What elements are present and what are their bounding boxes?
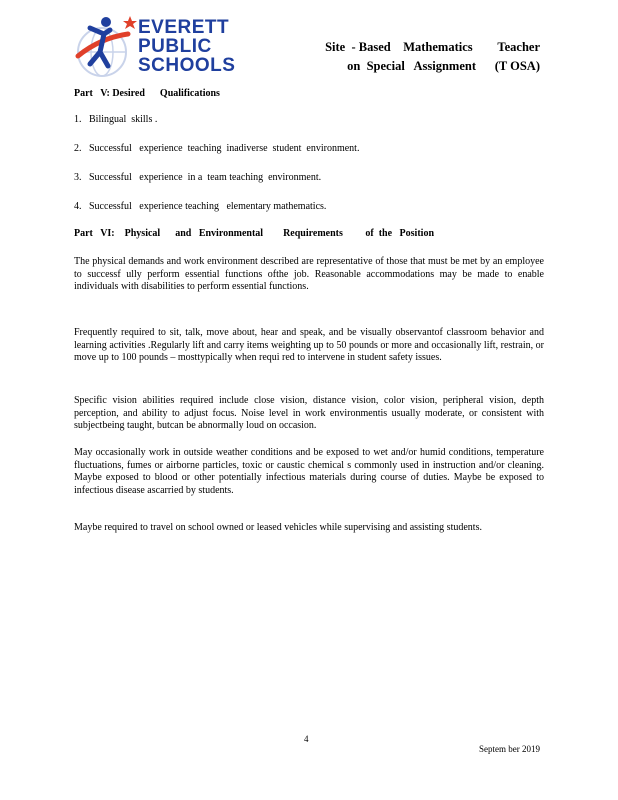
list-item: 4. Successful experience teaching elementary mathematics.: [74, 201, 327, 212]
district-name: [138, 18, 235, 75]
logo-line-1: EVERETT: [138, 17, 230, 38]
page-number: 4: [304, 734, 309, 744]
logo-line-3: SCHOOLS: [138, 55, 236, 76]
list-item: 3. Successful experience in a team teaching environment.: [74, 172, 322, 183]
paragraph-environment-exposure: May occasionally work in outside weather conditions and be exposed to wet and/or humid conditions, temperature fluctuations, fumes or airborne particles, toxic or caustic chemical s commonly used in instruction and/or cleaning. Maybe exposed to blood or other potentially infectious materials during course of duties. Maybe be exposed to infectious disease ascarried by students.: [74, 447, 544, 496]
paragraph-physical-demands: The physical demands and work environment described are representative of those that must be met by an employee to successf ully perform essential functions ofthe job. Reasonable accommodations may be made to enable individuals with disabilities to perform essential functions.: [74, 256, 544, 293]
list-item: 2. Successful experience teaching inadiverse student environment.: [74, 143, 360, 154]
footer-date: Septem ber 2019: [479, 744, 540, 754]
globe-figure-icon: [70, 12, 140, 82]
part-5-heading: Part V: Desired Qualifications: [74, 88, 220, 99]
title-line-2: on Special Assignment (T OSA): [347, 59, 540, 73]
list-item: 1. Bilingual skills .: [74, 114, 158, 125]
title-line-1: Site - Based Mathematics Teacher: [325, 40, 540, 54]
qualifications-list: [74, 114, 544, 230]
part-6-heading: Part VI: Physical and Environmental Requirements of the Position: [74, 228, 435, 239]
document-title: [280, 38, 540, 76]
paragraph-vision-noise: Specific vision abilities required include close vision, distance vision, color vision, peripheral vision, depth perception, and ability to adjust focus. Noise level in work environmentis usually moderate, or consistent with subjectbeing taught, butcan be abnormally loud on occasion.: [74, 395, 544, 432]
logo-line-2: PUBLIC: [138, 36, 212, 57]
district-logo: [70, 12, 240, 78]
paragraph-physical-activity: Frequently required to sit, talk, move about, hear and speak, and be visually observantof classroom behavior and learning activities .Regularly lift and carry items weighting up to 50 pounds or more and occasionally lift, restrain, or move up to 100 pounds – mosttypically when requi red to intervene in student safety issues.: [74, 327, 544, 364]
paragraph-travel: Maybe required to travel on school owned or leased vehicles while supervising and assisting students.: [74, 522, 482, 533]
